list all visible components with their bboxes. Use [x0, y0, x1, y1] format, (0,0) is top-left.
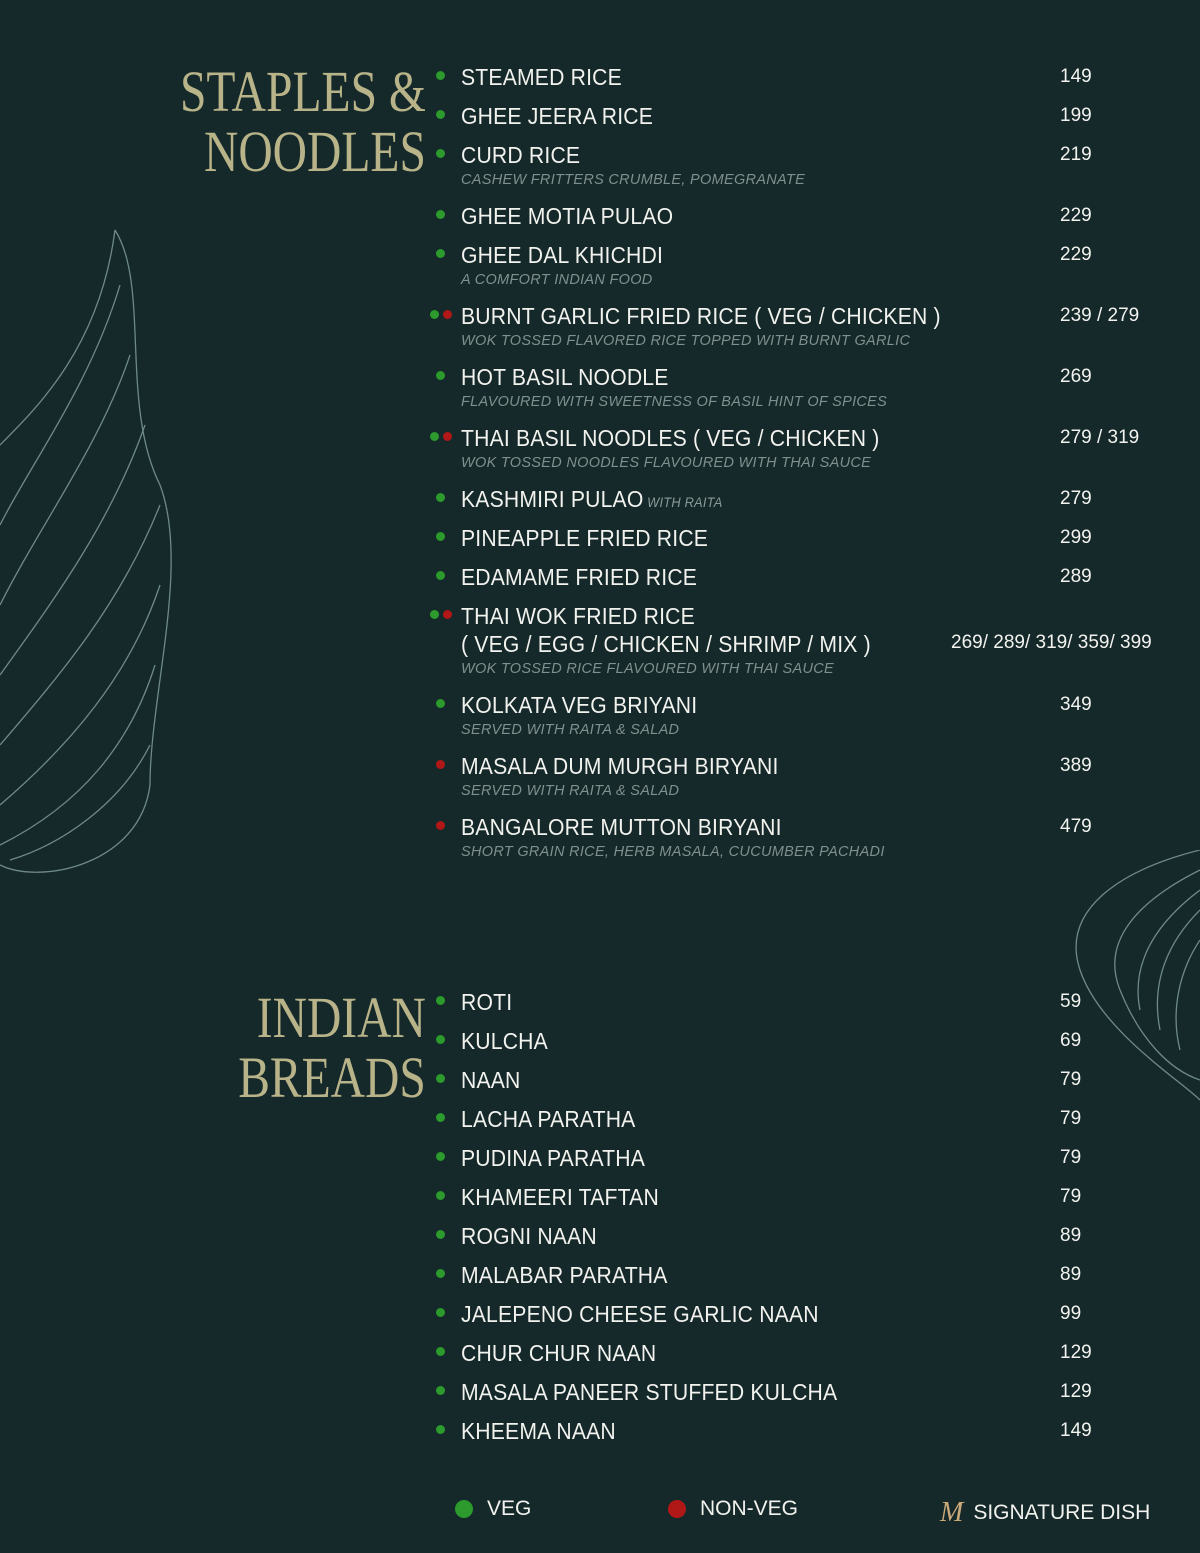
diet-indicator [436, 1035, 445, 1044]
veg-dot-icon [436, 1425, 445, 1434]
diet-indicator [436, 149, 445, 158]
veg-dot-icon [436, 699, 445, 708]
item-name: JALEPENO CHEESE GARLIC NAAN [461, 1301, 819, 1327]
title-line: INDIAN [256, 985, 426, 1050]
veg-dot-icon [436, 371, 445, 380]
item-name: GHEE DAL KHICHDI [461, 242, 664, 268]
menu-item [430, 484, 1200, 523]
diet-indicator [436, 821, 445, 830]
item-price: 149 [1060, 1420, 1092, 1441]
menu-item [430, 423, 1200, 484]
item-price: 239 / 279 [1060, 305, 1140, 326]
item-price: 79 [1060, 1108, 1082, 1129]
non-veg-dot-icon [668, 1500, 686, 1518]
item-note: WITH RAITA [647, 494, 723, 510]
diet-indicator [436, 760, 445, 769]
item-description: WOK TOSSED FLAVORED RICE TOPPED WITH BURNT GARLIC [461, 333, 911, 349]
diet-indicator [436, 493, 445, 502]
veg-dot-icon [436, 1386, 445, 1395]
diet-indicator [430, 310, 452, 319]
legend-non-veg-label: NON-VEG [700, 1497, 799, 1520]
item-name: HOT BASIL NOODLE [461, 364, 669, 390]
diet-indicator [436, 1230, 445, 1239]
item-name: KOLKATA VEG BRIYANI [461, 692, 698, 718]
item-name: CHUR CHUR NAAN [461, 1340, 657, 1366]
legend-signature-label: SIGNATURE DISH [973, 1501, 1151, 1524]
menu-item [430, 1221, 1200, 1260]
item-description: SERVED WITH RAITA & SALAD [461, 722, 680, 738]
item-description: WOK TOSSED NOODLES FLAVOURED WITH THAI SAUCE [461, 455, 872, 471]
title-line: BREADS [238, 1045, 426, 1110]
title-line: STAPLES & [180, 59, 426, 124]
item-price: 129 [1060, 1342, 1092, 1363]
item-name-line2: ( VEG / EGG / CHICKEN / SHRIMP / MIX ) [461, 631, 871, 657]
non-veg-dot-icon [443, 610, 452, 619]
menu-item [430, 1104, 1200, 1143]
diet-indicator [436, 699, 445, 708]
legend-veg-label: VEG [487, 1497, 532, 1520]
veg-dot-icon [455, 1500, 473, 1518]
diet-indicator [430, 610, 452, 619]
menu-item [430, 1026, 1200, 1065]
item-price: 59 [1060, 991, 1082, 1012]
veg-dot-icon [436, 71, 445, 80]
item-price: 279 [1060, 488, 1092, 509]
section-title-breads [238, 985, 426, 1110]
item-price: 229 [1060, 205, 1092, 226]
veg-dot-icon [436, 1269, 445, 1278]
leaf-decoration-left [0, 225, 180, 885]
menu-item [430, 1299, 1200, 1338]
menu-item [430, 62, 1200, 101]
legend-signature [940, 1497, 1150, 1529]
diet-indicator [436, 1425, 445, 1434]
item-price: 479 [1060, 816, 1092, 837]
item-price: 389 [1060, 755, 1092, 776]
item-price: 299 [1060, 527, 1092, 548]
menu-item [430, 201, 1200, 240]
veg-dot-icon [436, 1113, 445, 1122]
veg-dot-icon [436, 1074, 445, 1083]
diet-indicator [436, 110, 445, 119]
item-name: PUDINA PARATHA [461, 1145, 646, 1171]
veg-dot-icon [436, 996, 445, 1005]
menu-item [430, 362, 1200, 423]
legend-veg [455, 1497, 531, 1521]
item-name: ROTI [461, 989, 513, 1015]
item-name: GHEE MOTIA PULAO [461, 203, 674, 229]
item-price: 89 [1060, 1264, 1082, 1285]
veg-dot-icon [436, 571, 445, 580]
veg-dot-icon [430, 610, 439, 619]
item-name: BANGALORE MUTTON BIRYANI [461, 814, 782, 840]
veg-dot-icon [436, 1347, 445, 1356]
veg-dot-icon [436, 493, 445, 502]
menu-item [430, 1143, 1200, 1182]
diet-indicator [436, 1347, 445, 1356]
menu-item [430, 523, 1200, 562]
veg-dot-icon [436, 210, 445, 219]
veg-dot-icon [436, 1035, 445, 1044]
item-price: 279 / 319 [1060, 427, 1140, 448]
diet-indicator [436, 996, 445, 1005]
menu-item [430, 101, 1200, 140]
veg-dot-icon [436, 1308, 445, 1317]
diet-indicator [436, 1152, 445, 1161]
item-description: SHORT GRAIN RICE, HERB MASALA, CUCUMBER PACHADI [461, 844, 885, 860]
diet-indicator [436, 1113, 445, 1122]
item-name: KHAMEERI TAFTAN [461, 1184, 659, 1210]
item-price: 289 [1060, 566, 1092, 587]
diet-indicator [436, 210, 445, 219]
menu-list-staples [430, 62, 1200, 873]
item-name: GHEE JEERA RICE [461, 103, 654, 129]
item-name: MASALA PANEER STUFFED KULCHA [461, 1379, 838, 1405]
title-line: NOODLES [204, 119, 426, 184]
item-name: CURD RICE [461, 142, 581, 168]
diet-indicator [436, 532, 445, 541]
item-description: A COMFORT INDIAN FOOD [461, 272, 653, 288]
item-price: 129 [1060, 1381, 1092, 1402]
item-name: KHEEMA NAAN [461, 1418, 616, 1444]
signature-logo-icon: M [940, 1497, 964, 1528]
menu-item [430, 751, 1200, 812]
menu-item [430, 140, 1200, 201]
item-name: KASHMIRI PULAO WITH RAITA [461, 486, 723, 512]
item-name: EDAMAME FRIED RICE [461, 564, 698, 590]
veg-dot-icon [436, 1191, 445, 1200]
item-price: 229 [1060, 244, 1092, 265]
item-description: FLAVOURED WITH SWEETNESS OF BASIL HINT OF SPICES [461, 394, 888, 410]
item-description: SERVED WITH RAITA & SALAD [461, 783, 680, 799]
diet-indicator [436, 371, 445, 380]
menu-item [430, 1260, 1200, 1299]
item-description: CASHEW FRITTERS CRUMBLE, POMEGRANATE [461, 172, 806, 188]
veg-dot-icon [436, 1152, 445, 1161]
diet-indicator [430, 432, 452, 441]
menu-item [430, 562, 1200, 601]
menu-item [430, 1065, 1200, 1104]
item-name: THAI BASIL NOODLES ( VEG / CHICKEN ) [461, 425, 880, 451]
item-name: BURNT GARLIC FRIED RICE ( VEG / CHICKEN ) [461, 303, 941, 329]
legend-non-veg [668, 1497, 798, 1521]
menu-item [430, 1182, 1200, 1221]
veg-dot-icon [430, 310, 439, 319]
item-name: KULCHA [461, 1028, 548, 1054]
item-description: WOK TOSSED RICE FLAVOURED WITH THAI SAUCE [461, 661, 834, 677]
diet-indicator [436, 1191, 445, 1200]
item-price: 199 [1060, 105, 1092, 126]
item-price: 269/ 289/ 319/ 359/ 399 [951, 632, 1152, 653]
item-price: 79 [1060, 1147, 1082, 1168]
item-price: 269 [1060, 366, 1092, 387]
veg-dot-icon [436, 1230, 445, 1239]
non-veg-dot-icon [443, 310, 452, 319]
item-price: 79 [1060, 1069, 1082, 1090]
menu-item [430, 601, 1200, 690]
non-veg-dot-icon [436, 760, 445, 769]
diet-indicator [436, 71, 445, 80]
item-name: STEAMED RICE [461, 64, 622, 90]
item-name: LACHA PARATHA [461, 1106, 636, 1132]
diet-indicator [436, 1269, 445, 1278]
diet-indicator [436, 249, 445, 258]
menu-item [430, 1338, 1200, 1377]
diet-indicator [436, 571, 445, 580]
item-price: 99 [1060, 1303, 1082, 1324]
item-price: 69 [1060, 1030, 1082, 1051]
menu-item [430, 301, 1200, 362]
diet-indicator [436, 1308, 445, 1317]
veg-dot-icon [436, 149, 445, 158]
veg-dot-icon [436, 110, 445, 119]
item-name: THAI WOK FRIED RICE [461, 603, 695, 629]
menu-item [430, 1377, 1200, 1416]
menu-item [430, 240, 1200, 301]
diet-indicator [436, 1074, 445, 1083]
menu-item [430, 987, 1200, 1026]
diet-indicator [436, 1386, 445, 1395]
item-price: 149 [1060, 66, 1092, 87]
menu-item [430, 812, 1200, 873]
veg-dot-icon [430, 432, 439, 441]
item-name: ROGNI NAAN [461, 1223, 597, 1249]
item-price: 349 [1060, 694, 1092, 715]
item-name: MASALA DUM MURGH BIRYANI [461, 753, 779, 779]
section-title-staples [180, 59, 426, 184]
non-veg-dot-icon [436, 821, 445, 830]
menu-item [430, 690, 1200, 751]
item-price: 79 [1060, 1186, 1082, 1207]
veg-dot-icon [436, 532, 445, 541]
item-price: 89 [1060, 1225, 1082, 1246]
veg-dot-icon [436, 249, 445, 258]
item-name: PINEAPPLE FRIED RICE [461, 525, 709, 551]
item-name: MALABAR PARATHA [461, 1262, 668, 1288]
non-veg-dot-icon [443, 432, 452, 441]
legend [0, 1497, 1200, 1527]
item-name: NAAN [461, 1067, 521, 1093]
menu-item [430, 1416, 1200, 1455]
item-price: 219 [1060, 144, 1092, 165]
menu-list-breads [430, 987, 1200, 1455]
